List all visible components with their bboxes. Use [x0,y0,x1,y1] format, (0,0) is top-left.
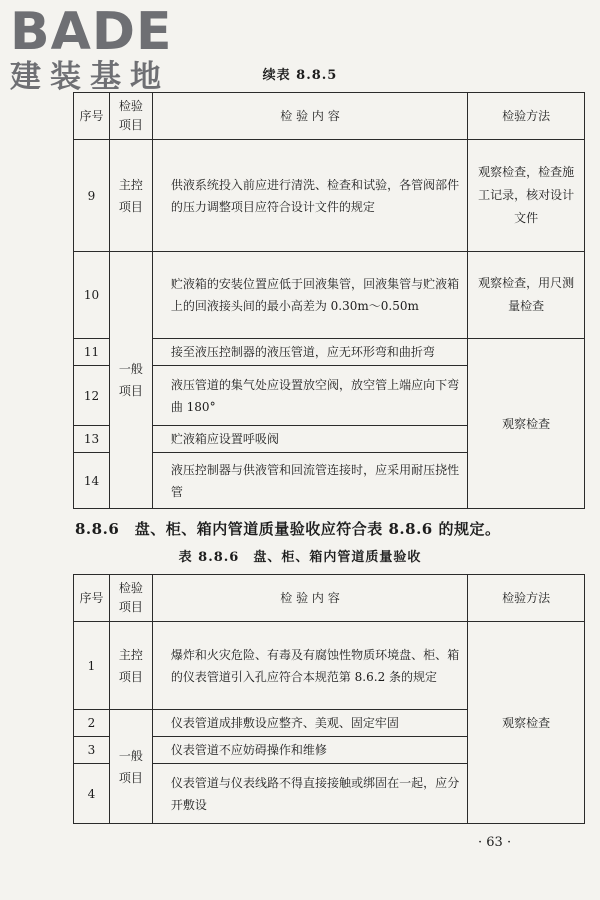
row-content: 仪表管道不应妨碍操作和维修 [152,737,467,764]
row-content: 仪表管道成排敷设应整齐、美观、固定牢固 [152,710,467,737]
row-no: 2 [74,710,110,737]
header-no: 序号 [74,93,110,140]
inspection-table-8-8-5 [73,92,585,509]
section-heading-8-8-6: 8.8.6 盘、柜、箱内管道质量验收应符合表 8.8.6 的规定。 [75,520,501,538]
inspection-table-8-8-6 [73,574,585,824]
row-item: 一般 项目 [109,710,152,824]
logo-sub-text: 建装基地 [10,59,170,95]
header-content: 检 验 内 容 [152,575,467,622]
row-no: 10 [74,252,110,339]
header-no: 序号 [74,575,110,622]
row-item: 一般 项目 [109,252,152,509]
row-content: 液压控制器与供液管和回流管连接时，应采用耐压挠性管 [152,453,467,509]
table2-caption: 表 8.8.6 盘、柜、箱内管道质量验收 [178,550,422,565]
row-method: 观察检查 [468,339,585,509]
table-row [74,252,585,339]
row-content: 贮液箱的安装位置应低于回液集管，回液集管与贮液箱上的回液接头间的最小高差为 0.30m～0.50m [152,252,467,339]
row-content: 接至液压控制器的液压管道，应无环形弯和曲折弯 [152,339,467,366]
header-item: 检验 项目 [109,93,152,140]
table1-caption: 续表 8.8.5 [262,68,338,83]
row-no: 14 [74,453,110,509]
header-method: 检验方法 [468,575,585,622]
table-header-row [74,575,585,622]
row-content: 爆炸和火灾危险、有毒及有腐蚀性物质环境盘、柜、箱的仪表管道引入孔应符合本规范第 8.6.2 条的规定 [152,622,467,710]
row-method: 观察检查，用尺测量检查 [468,252,585,339]
row-no: 11 [74,339,110,366]
row-no: 13 [74,426,110,453]
row-content: 仪表管道与仪表线路不得直接接触或绑固在一起，应分开敷设 [152,764,467,824]
row-no: 12 [74,366,110,426]
row-content: 供液系统投入前应进行清洗、检查和试验，各管阀部件的压力调整项目应符合设计文件的规定 [152,140,467,252]
row-item: 主控 项目 [109,622,152,710]
row-item: 主控 项目 [109,140,152,252]
row-no: 1 [74,622,110,710]
table-header-row [74,93,585,140]
row-method: 观察检查，检查施工记录，核对设计文件 [468,140,585,252]
header-item: 检验 项目 [109,575,152,622]
row-no: 4 [74,764,110,824]
table-row [74,622,585,710]
page-number: · 63 · [478,835,512,850]
header-method: 检验方法 [468,93,585,140]
logo-brand-text: BADE [10,2,173,62]
row-no: 3 [74,737,110,764]
row-content: 液压管道的集气处应设置放空阀，放空管上端应向下弯曲 180° [152,366,467,426]
table-row [74,140,585,252]
header-content: 检 验 内 容 [152,93,467,140]
row-no: 9 [74,140,110,252]
row-content: 贮液箱应设置呼吸阀 [152,426,467,453]
row-method: 观察检查 [468,622,585,824]
